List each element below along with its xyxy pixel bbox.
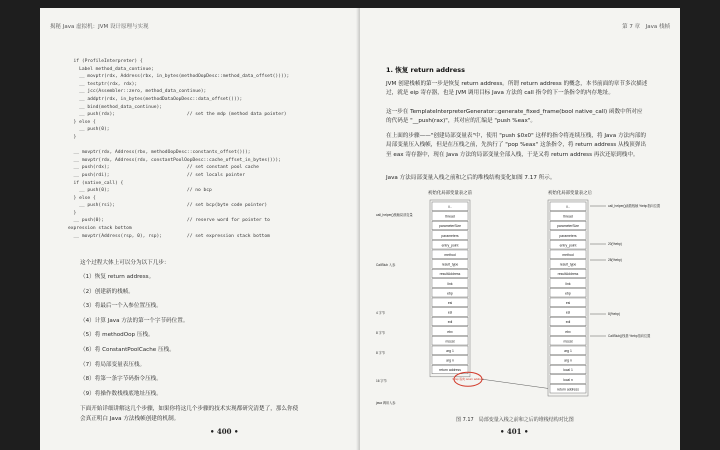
right-note: call_helper()函数栈帧 %ebp指向位置 — [608, 204, 661, 208]
left-stack-slot-label: edi — [447, 320, 453, 325]
figure-caption: 图 7.17 局部变量入栈之前和之后的堆栈结构对比图 — [456, 417, 574, 423]
running-header: 第 7 章 Java 栈帧 — [622, 24, 670, 30]
code-line: } else { — [68, 195, 96, 201]
code-line: __ jcc(Assembler::zero, method_data_continue); — [68, 89, 207, 95]
left-stack-slot-label: arg 1 — [446, 349, 454, 353]
code-line: } — [68, 134, 77, 140]
code-line: Label method_data_continue; — [68, 66, 154, 72]
steps-intro: 这个过程大体上可以分为以下几步： — [80, 260, 170, 266]
left-stack-slot-label: thread — [445, 214, 455, 219]
left-page — [40, 8, 360, 450]
right-stack-slot-label: return address — [557, 387, 579, 392]
paragraph-2: 这一步在 TemplateInterpreterGenerator::generate_fixed_frame(bool native_call) 函数中所对应的代码是 "__push(rax)"，其对应的汇编是 "push %eax"。 — [386, 109, 643, 125]
paragraph-4: Java 方法局部变量入栈之前和之后的堆栈结构变化如图 7.17 所示。 — [386, 175, 556, 181]
right-page — [360, 8, 680, 450]
code-line: __ movptr(rdx, Address(rbx, in_bytes(methodOopDesc::method_data_offset()))); — [68, 74, 290, 80]
left-note: 8 字节 — [376, 331, 386, 335]
left-stack-slot-label: resultAddress — [439, 272, 461, 277]
step-item: （6）将 ConstantPoolCache 压栈。 — [80, 346, 175, 353]
right-note: 20(%ebp) — [608, 242, 622, 246]
right-stack-slot-label: local 1 — [563, 368, 573, 373]
code-line: __ bind(method_data_continue); — [68, 104, 163, 110]
section-title: 1. 恢复 return address — [386, 66, 466, 74]
step-item: （8）将第一条字节码指令压栈。 — [80, 376, 162, 383]
right-stack-slot-label: esi — [565, 310, 571, 315]
closing-line-1: 下面开始详细讲解这几个步骤，如果你将这几个步骤的技术实现都研究清楚了，那么你使 — [80, 406, 299, 412]
step-item: （4）计算 Java 方法的第一个字节码位置。 — [80, 317, 189, 324]
code-line: __ push(rdx); // set the mdp (method data pointer) — [68, 112, 287, 118]
right-stack-slot-label: esi — [565, 301, 571, 305]
left-note: 16 字节 — [376, 379, 387, 383]
compare-arrow — [482, 379, 548, 388]
right-stack-slot-label: arg n — [564, 358, 572, 363]
right-stack-slot-label: ebx — [565, 329, 571, 334]
left-stack-slot-label: //.. — [448, 205, 452, 209]
right-stack-slot-label: entry_point — [559, 243, 577, 248]
code-line: __ movptr(Address(rsp, 0), rsp); // set expression stack bottom — [68, 233, 270, 239]
left-note: 8 字节 — [376, 351, 386, 355]
right-stack-slot-label: parameterSize — [556, 224, 580, 229]
right-stack-slot-label: local n — [563, 377, 573, 382]
right-stack-slot-label: thread — [563, 214, 573, 219]
code-line: __ push(0); // reserve word for pointer to — [68, 218, 270, 224]
left-note: 4 字节 — [376, 311, 386, 315]
left-stack-slot-label: arg n — [446, 358, 454, 363]
closing-paragraph — [80, 404, 350, 424]
left-note: CallStub 入参 — [376, 263, 396, 267]
left-stack-slot-label: result_type — [441, 262, 459, 267]
right-stack-slot-label: result_type — [559, 262, 577, 267]
step-item: （9）将操作数栈栈底地址压栈。 — [80, 390, 162, 397]
right-note: 28(%ebp) — [608, 258, 622, 262]
closing-line-2: 会真正明白 Java 方法栈帧创建的机制。 — [80, 416, 180, 422]
right-note: 8(%ebp) — [608, 312, 621, 316]
left-note: call_helper()栈帧局部变量 — [376, 213, 413, 217]
right-stack-slot-label: link — [565, 281, 571, 286]
diagram-title-before: 初始化局部变量表之前 — [428, 190, 472, 195]
page-number: • 401 • — [500, 427, 529, 436]
right-stack-slot-label: //.. — [566, 205, 570, 209]
code-line: if (ProfileInterpreter) { — [68, 59, 143, 64]
left-stack-slot-label: esi — [447, 310, 453, 315]
code-line: expression stack bottom — [68, 226, 132, 232]
page-number: • 400 • — [210, 427, 239, 436]
left-stack-slot-label: method — [444, 253, 456, 257]
diagram-title-after: 初始化局部变量表之后 — [548, 190, 592, 195]
code-line: __ push(0); — [68, 127, 110, 133]
code-line: __ movptr(rdx, Address(rbx, methodOopDesc::constants_offset())); — [68, 150, 251, 156]
step-item: （1）恢复 return address。 — [80, 274, 155, 280]
step-item: （3）将最后一个入参位置压栈。 — [80, 303, 162, 310]
left-stack-slot-label: parameters — [441, 233, 459, 238]
right-stack-slot-label: ebp — [565, 291, 571, 296]
code-line: if (native_call) { — [68, 180, 124, 186]
code-line: } else { — [68, 119, 96, 125]
left-stack-slot-label: return address — [439, 368, 461, 373]
steps-list — [80, 270, 188, 401]
right-stack-slot-label: arg 1 — [564, 349, 572, 353]
code-line: __ push(rdi); // set locals pointer — [68, 172, 246, 178]
right-stack-slot-label: parameters — [559, 233, 577, 238]
left-stack-slot-label: parameterSize — [438, 224, 462, 229]
right-stack-slot-label: resultAddress — [557, 272, 579, 277]
code-line: } — [68, 210, 77, 216]
code-line: __ addptr(rdx, in_bytes(methodDataOopDesc::data_offset())); — [68, 96, 243, 102]
step-item: （7）将局部变量表压栈。 — [80, 361, 146, 368]
paragraph-3: 在上面的步骤——"创建局部变量表"中，使用 "push $0x0" 这样的指令将连续压栈，将 Java 方法内部的局部变量压入栈帧，但是在压栈之前，先执行了 "pop %eax" 这条指令，将 return address 从栈顶弹出至 eax 寄存器中，现在 Java 方法的局部变量全部入栈，于是又将 return address 再次还原到栈中。 — [386, 133, 646, 158]
left-stack-slot-label: ebp — [447, 291, 453, 296]
right-stack-slot-label: edi — [565, 320, 571, 325]
left-stack-slot-label: link — [447, 281, 453, 286]
code-line: __ movptr(rdx, Address(rdx, constantPoolOopDesc::cache_offset_in_bytes())); — [68, 157, 281, 163]
left-stack-slot-label: mscat — [445, 339, 455, 344]
step-item: （2）创建新的栈帧。 — [80, 288, 134, 295]
left-stack-slot-label: entry_point — [441, 243, 459, 248]
step-item: （5）将 methodOop 压栈。 — [80, 332, 154, 339]
code-line: __ push(rdx); // set constant pool cache — [68, 165, 259, 171]
right-stack-slot-label: method — [562, 253, 574, 257]
right-note: CallStub()栈基 %ebp指向位置 — [608, 334, 651, 338]
left-stack-slot-label: esi — [447, 301, 453, 305]
code-line: __ push(rsi); // set bcp(byte code pointer) — [68, 203, 268, 209]
stack-diagram — [370, 186, 670, 414]
code-listing — [68, 58, 358, 240]
left-note: java 调用入参 — [376, 401, 396, 405]
left-stack-slot-label: ebx — [447, 329, 453, 334]
code-line — [68, 142, 358, 150]
rsp-note: %rsp 指向 return address — [452, 377, 484, 382]
running-header: 揭秘 Java 虚拟机：JVM 设计原理与实现 — [50, 24, 149, 30]
code-line: __ push(0); // no bcp — [68, 188, 212, 194]
paragraph-1: JVM 创建栈帧的第一步是恢复 return address。所谓 return address 的概念，本书前面的章节多次描述过，就是 eip 寄存器，也是 JVM 调用目标 Java 方法的 call 指令的下一条指令的内存地址。 — [386, 81, 648, 97]
code-line: __ testptr(rdx, rdx); — [68, 81, 138, 87]
right-stack-slot-label: mscat — [563, 339, 573, 344]
